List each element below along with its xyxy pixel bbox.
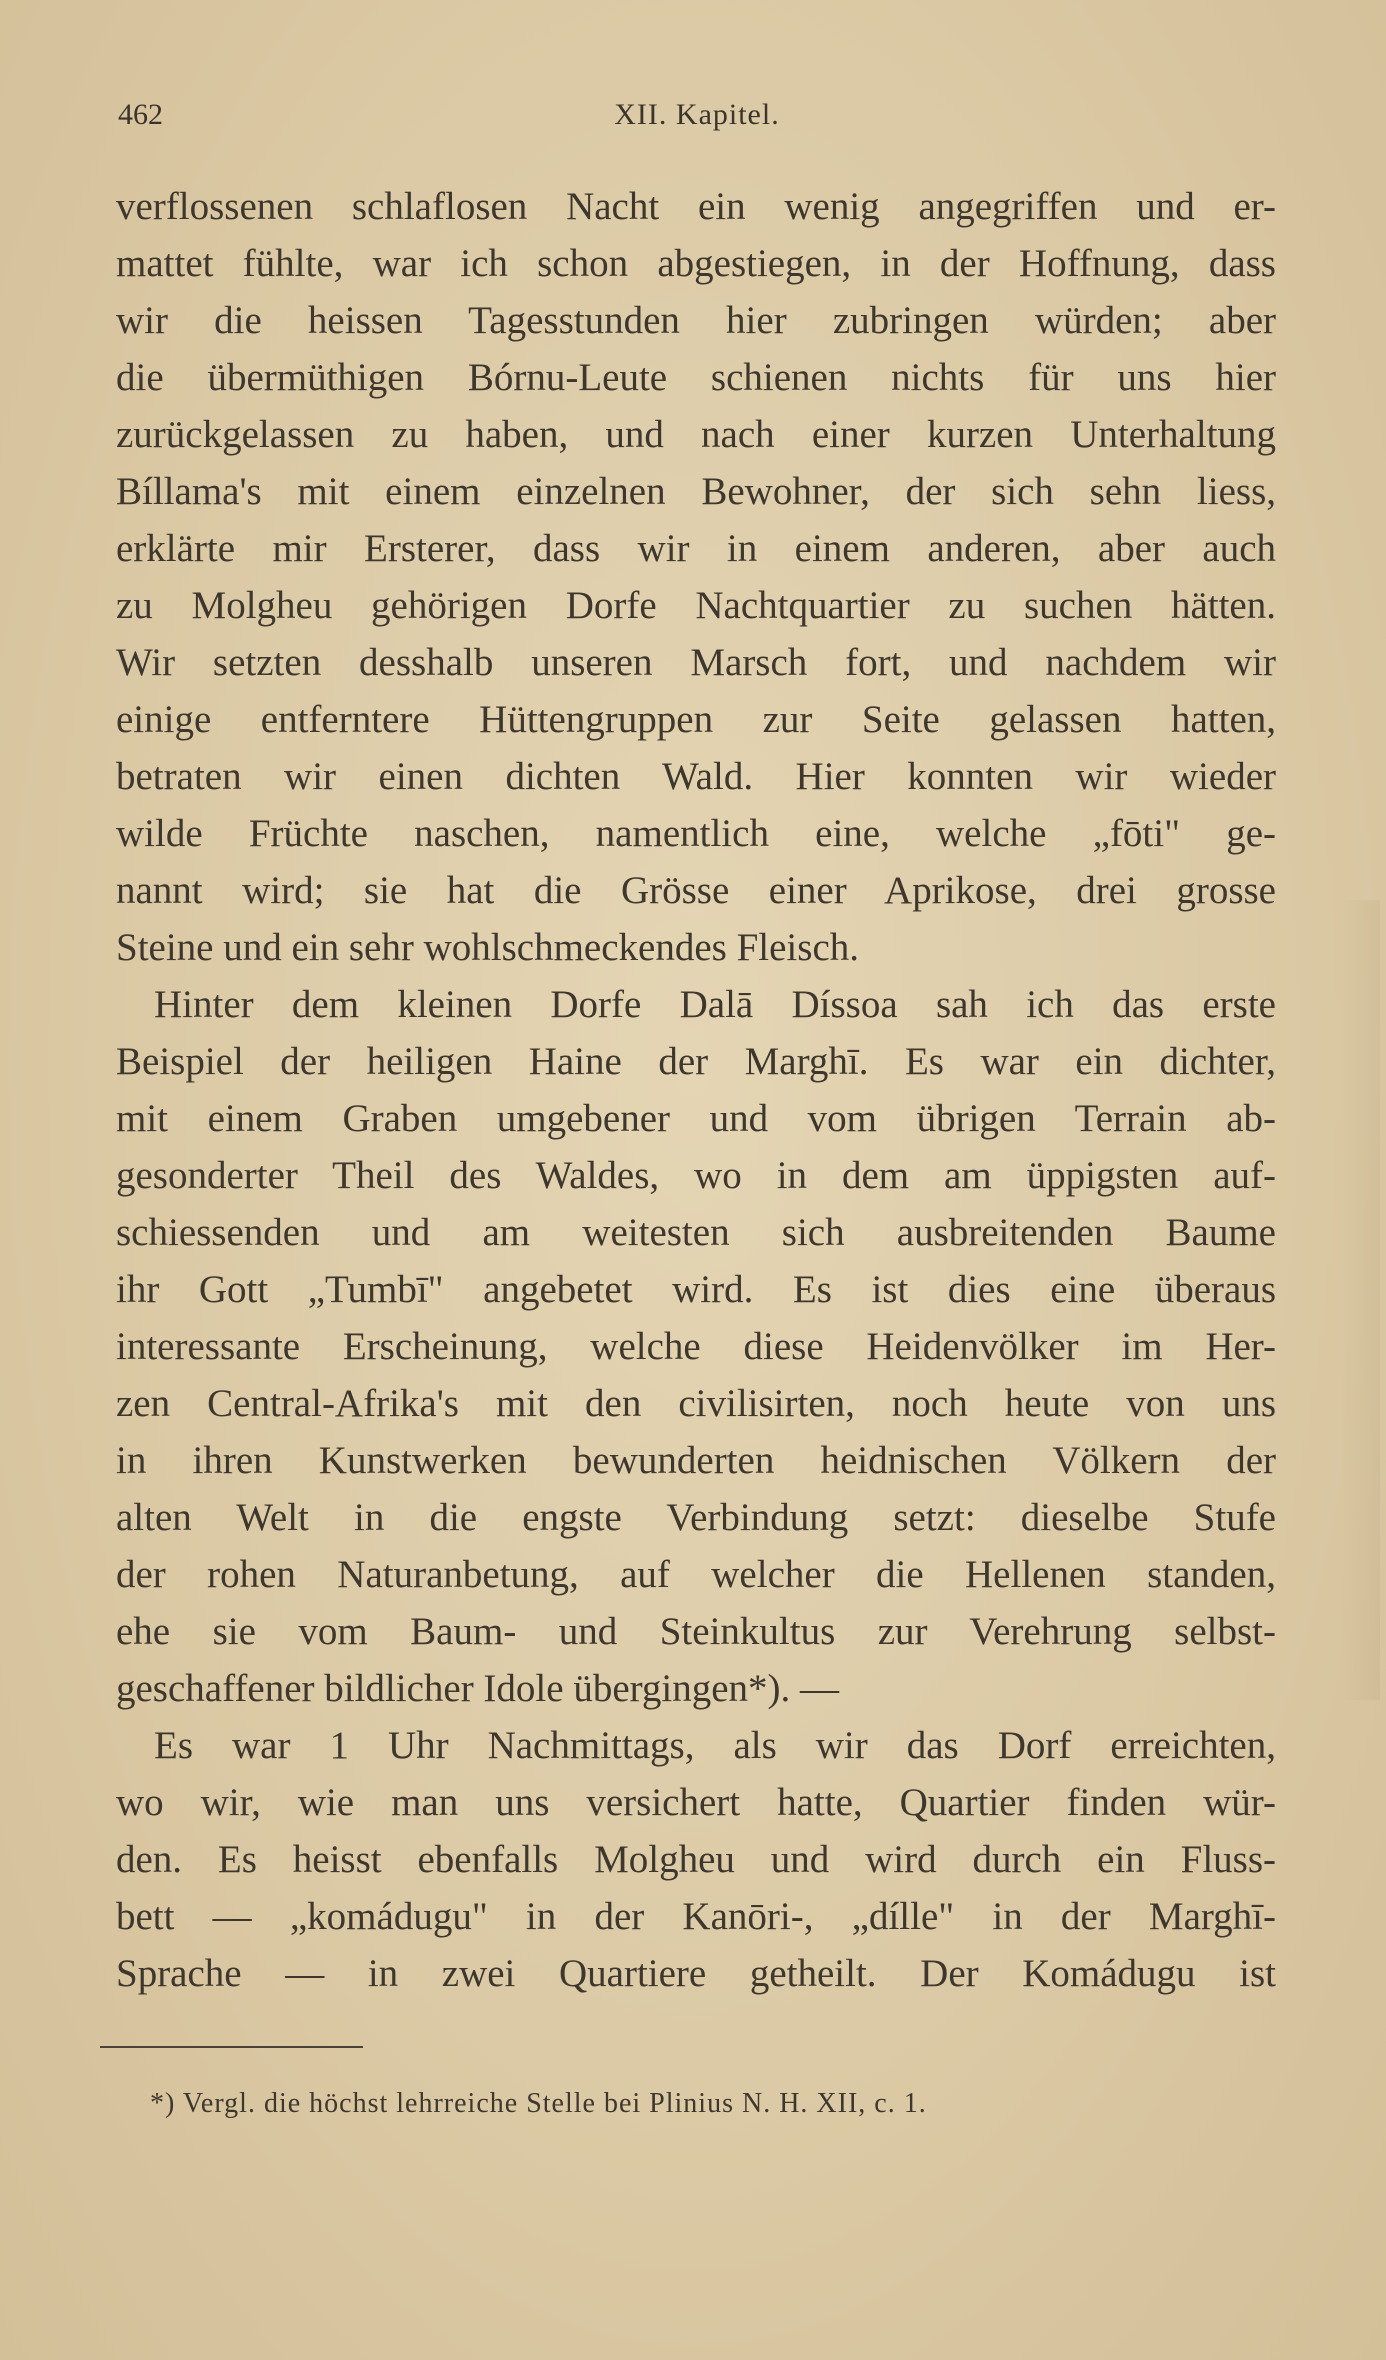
text-line: den. Es heisst ebenfalls Molgheu und wird durch ein Fluss- [116,1838,1276,1881]
text-line: ihr Gott „Tumbī" angebetet wird. Es ist dies eine überaus [116,1268,1276,1311]
text-line: bett — „komádugu" in der Kanōri-, „dílle" in der Marghī- [116,1895,1276,1938]
footnote-rule [100,2046,363,2048]
text-line: in ihren Kunstwerken bewunderten heidnischen Völkern der [116,1439,1276,1482]
text-line: zurückgelassen zu haben, und nach einer kurzen Unterhaltung [116,413,1276,456]
text-line: verflossenen schlaflosen Nacht ein wenig angegriffen und er- [116,185,1276,228]
show-through-shadow [1340,900,1380,1700]
running-head [118,98,1276,148]
paragraph-last-line: Steine und ein sehr wohlschmeckendes Fleisch. [116,926,859,969]
paragraph-first-line: Es war 1 Uhr Nachmittags, als wir das Dorf erreichten, [154,1724,1276,1767]
paragraph-last-line: geschaffener bildlicher Idole übergingen*). — [116,1667,840,1710]
text-line: Sprache — in zwei Quartiere getheilt. Der Komádugu ist [116,1952,1276,1995]
text-line: mit einem Graben umgebener und vom übrigen Terrain ab- [116,1097,1276,1140]
body-text [116,178,1276,2002]
text-line: schiessenden und am weitesten sich ausbreitenden Baume [116,1211,1276,1254]
text-line: die übermüthigen Bórnu-Leute schienen nichts für uns hier [116,356,1276,399]
text-line: Beispiel der heiligen Haine der Marghī. Es war ein dichter, [116,1040,1276,1083]
chapter-title: XII. Kapitel. [614,98,780,131]
text-line: ehe sie vom Baum- und Steinkultus zur Verehrung selbst- [116,1610,1276,1653]
text-line: der rohen Naturanbetung, auf welcher die Hellenen standen, [116,1553,1276,1596]
text-line: wo wir, wie man uns versichert hatte, Quartier finden wür- [116,1781,1276,1824]
text-line: nannt wird; sie hat die Grösse einer Aprikose, drei grosse [116,869,1276,912]
paragraph-first-line: Hinter dem kleinen Dorfe Dalā Díssoa sah ich das erste [154,983,1276,1026]
text-line: alten Welt in die engste Verbindung setzt: dieselbe Stufe [116,1496,1276,1539]
text-line: einige entferntere Hüttengruppen zur Seite gelassen hatten, [116,698,1276,741]
text-line: interessante Erscheinung, welche diese Heidenvölker im Her- [116,1325,1276,1368]
text-line: betraten wir einen dichten Wald. Hier konnten wir wieder [116,755,1276,798]
text-line: erklärte mir Ersterer, dass wir in einem anderen, aber auch [116,527,1276,570]
text-line: zu Molgheu gehörigen Dorfe Nachtquartier zu suchen hätten. [116,584,1276,627]
text-line: mattet fühlte, war ich schon abgestiegen, in der Hoffnung, dass [116,242,1276,285]
text-line: gesonderter Theil des Waldes, wo in dem am üppigsten auf- [116,1154,1276,1197]
text-line: Bíllama's mit einem einzelnen Bewohner, der sich sehn liess, [116,470,1276,513]
text-line: wilde Früchte naschen, namentlich eine, welche „fōti" ge- [116,812,1276,855]
text-line: wir die heissen Tagesstunden hier zubringen würden; aber [116,299,1276,342]
footnote: *) Vergl. die höchst lehrreiche Stelle bei Plinius N. H. XII, c. 1. [150,2088,927,2119]
page-number: 462 [118,98,163,131]
text-line: Wir setzten desshalb unseren Marsch fort, und nachdem wir [116,641,1276,684]
text-line: zen Central-Afrika's mit den civilisirten, noch heute von uns [116,1382,1276,1425]
